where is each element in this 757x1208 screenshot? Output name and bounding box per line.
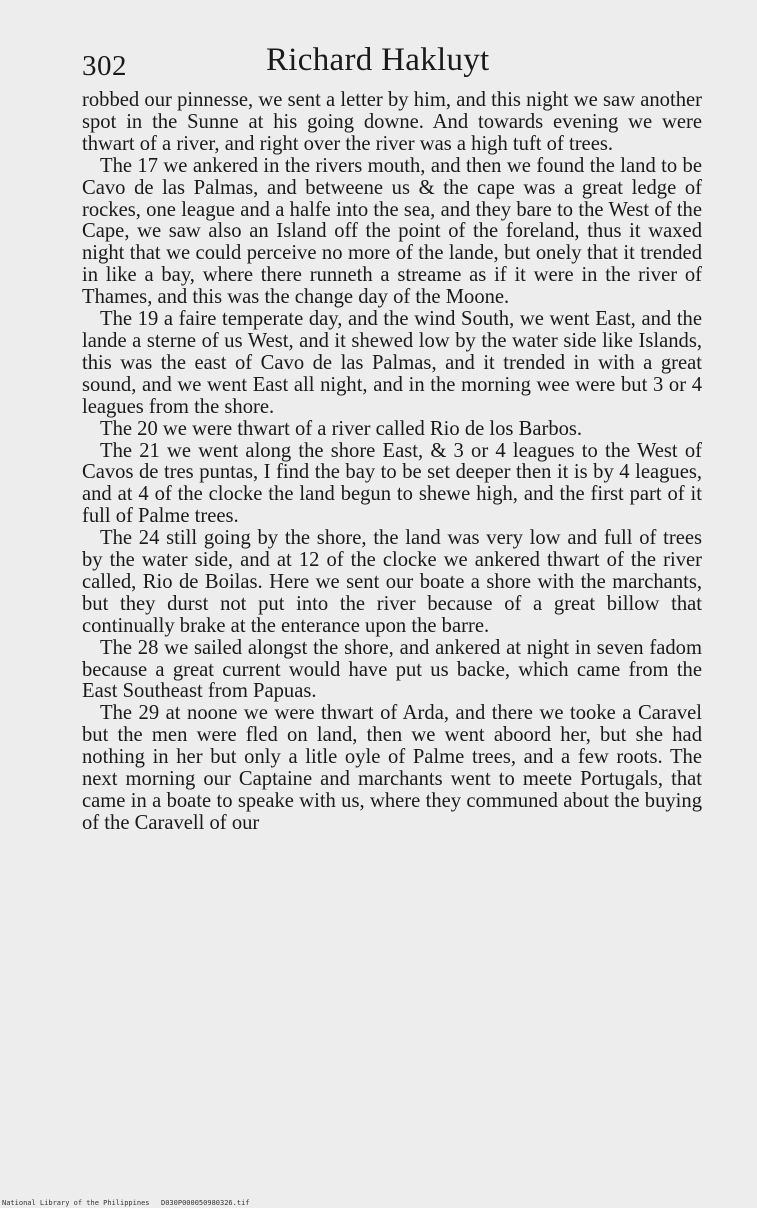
page-header: [82, 40, 702, 84]
paragraph-continued: robbed our pinnesse, we sent a letter by him, and this night we saw another spot in the Sunne at his going downe. And towards evening we were thwart of a river, and right over the river was a high tuft of trees.: [82, 89, 702, 155]
scan-footer: [0, 1199, 757, 1208]
paragraph: The 21 we went along the shore East, & 3 or 4 leagues to the West of Cavos de tres puntas, I find the bay to be set deeper then it is by 4 leagues, and at 4 of the clocke the land begun to shewe high, and the first part of it full of Palme trees.: [82, 439, 702, 528]
page-number: 302: [82, 50, 127, 82]
paragraph: The 17 we ankered in the rivers mouth, and then we found the land to be Cavo de las Palmas, and betweene us & the cape was a great ledge of rockes, one league and a halfe into the sea, and they bare to the West of the Cape, we saw also an Island off the point of the foreland, thus it waxed night that we could perceive no more of the lande, but onely that it trended in like a bay, where there runneth a streame as if it were in the river of Thames, and this was the change day of the Moone.: [82, 154, 702, 309]
scan-filename: D030P000050980326.tif: [161, 1199, 250, 1207]
body-text: [82, 90, 702, 835]
library-credit: National Library of the Philippines: [2, 1199, 150, 1207]
running-title: Richard Hakluyt: [266, 42, 490, 78]
paragraph: The 19 a faire temperate day, and the wind South, we went East, and the lande a sterne of us West, and it shewed low by the water side like Islands, this was the east of Cavo de las Palmas, and it trended in with a great sound, and we went East all night, and in the morning wee were but 3 or 4 leagues from the shore.: [82, 308, 702, 418]
paragraph: The 24 still going by the shore, the land was very low and full of trees by the water side, and at 12 of the clocke we ankered thwart of the river called, Rio de Boilas. Here we sent our boate a shore with the marchants, but they durst not put into the river because of a great billow that continually brake at the enterance upon the barre.: [82, 527, 702, 637]
paragraph: The 20 we were thwart of a river called Rio de los Barbos.: [100, 417, 583, 440]
paragraph: The 28 we sailed alongst the shore, and ankered at night in seven fadom because a great current would have put us backe, which came from the East Southeast from Papuas.: [82, 636, 702, 703]
paragraph: The 29 at noone we were thwart of Arda, and there we tooke a Caravel but the men were fled on land, then we went aboord her, but she had nothing in her but only a litle oyle of Palme trees, and a few roots. The next morning our Captaine and marchants went to meete Portugals, that came in a boate to speake with us, where they communed about the buying of the Caravell of our: [82, 702, 702, 834]
